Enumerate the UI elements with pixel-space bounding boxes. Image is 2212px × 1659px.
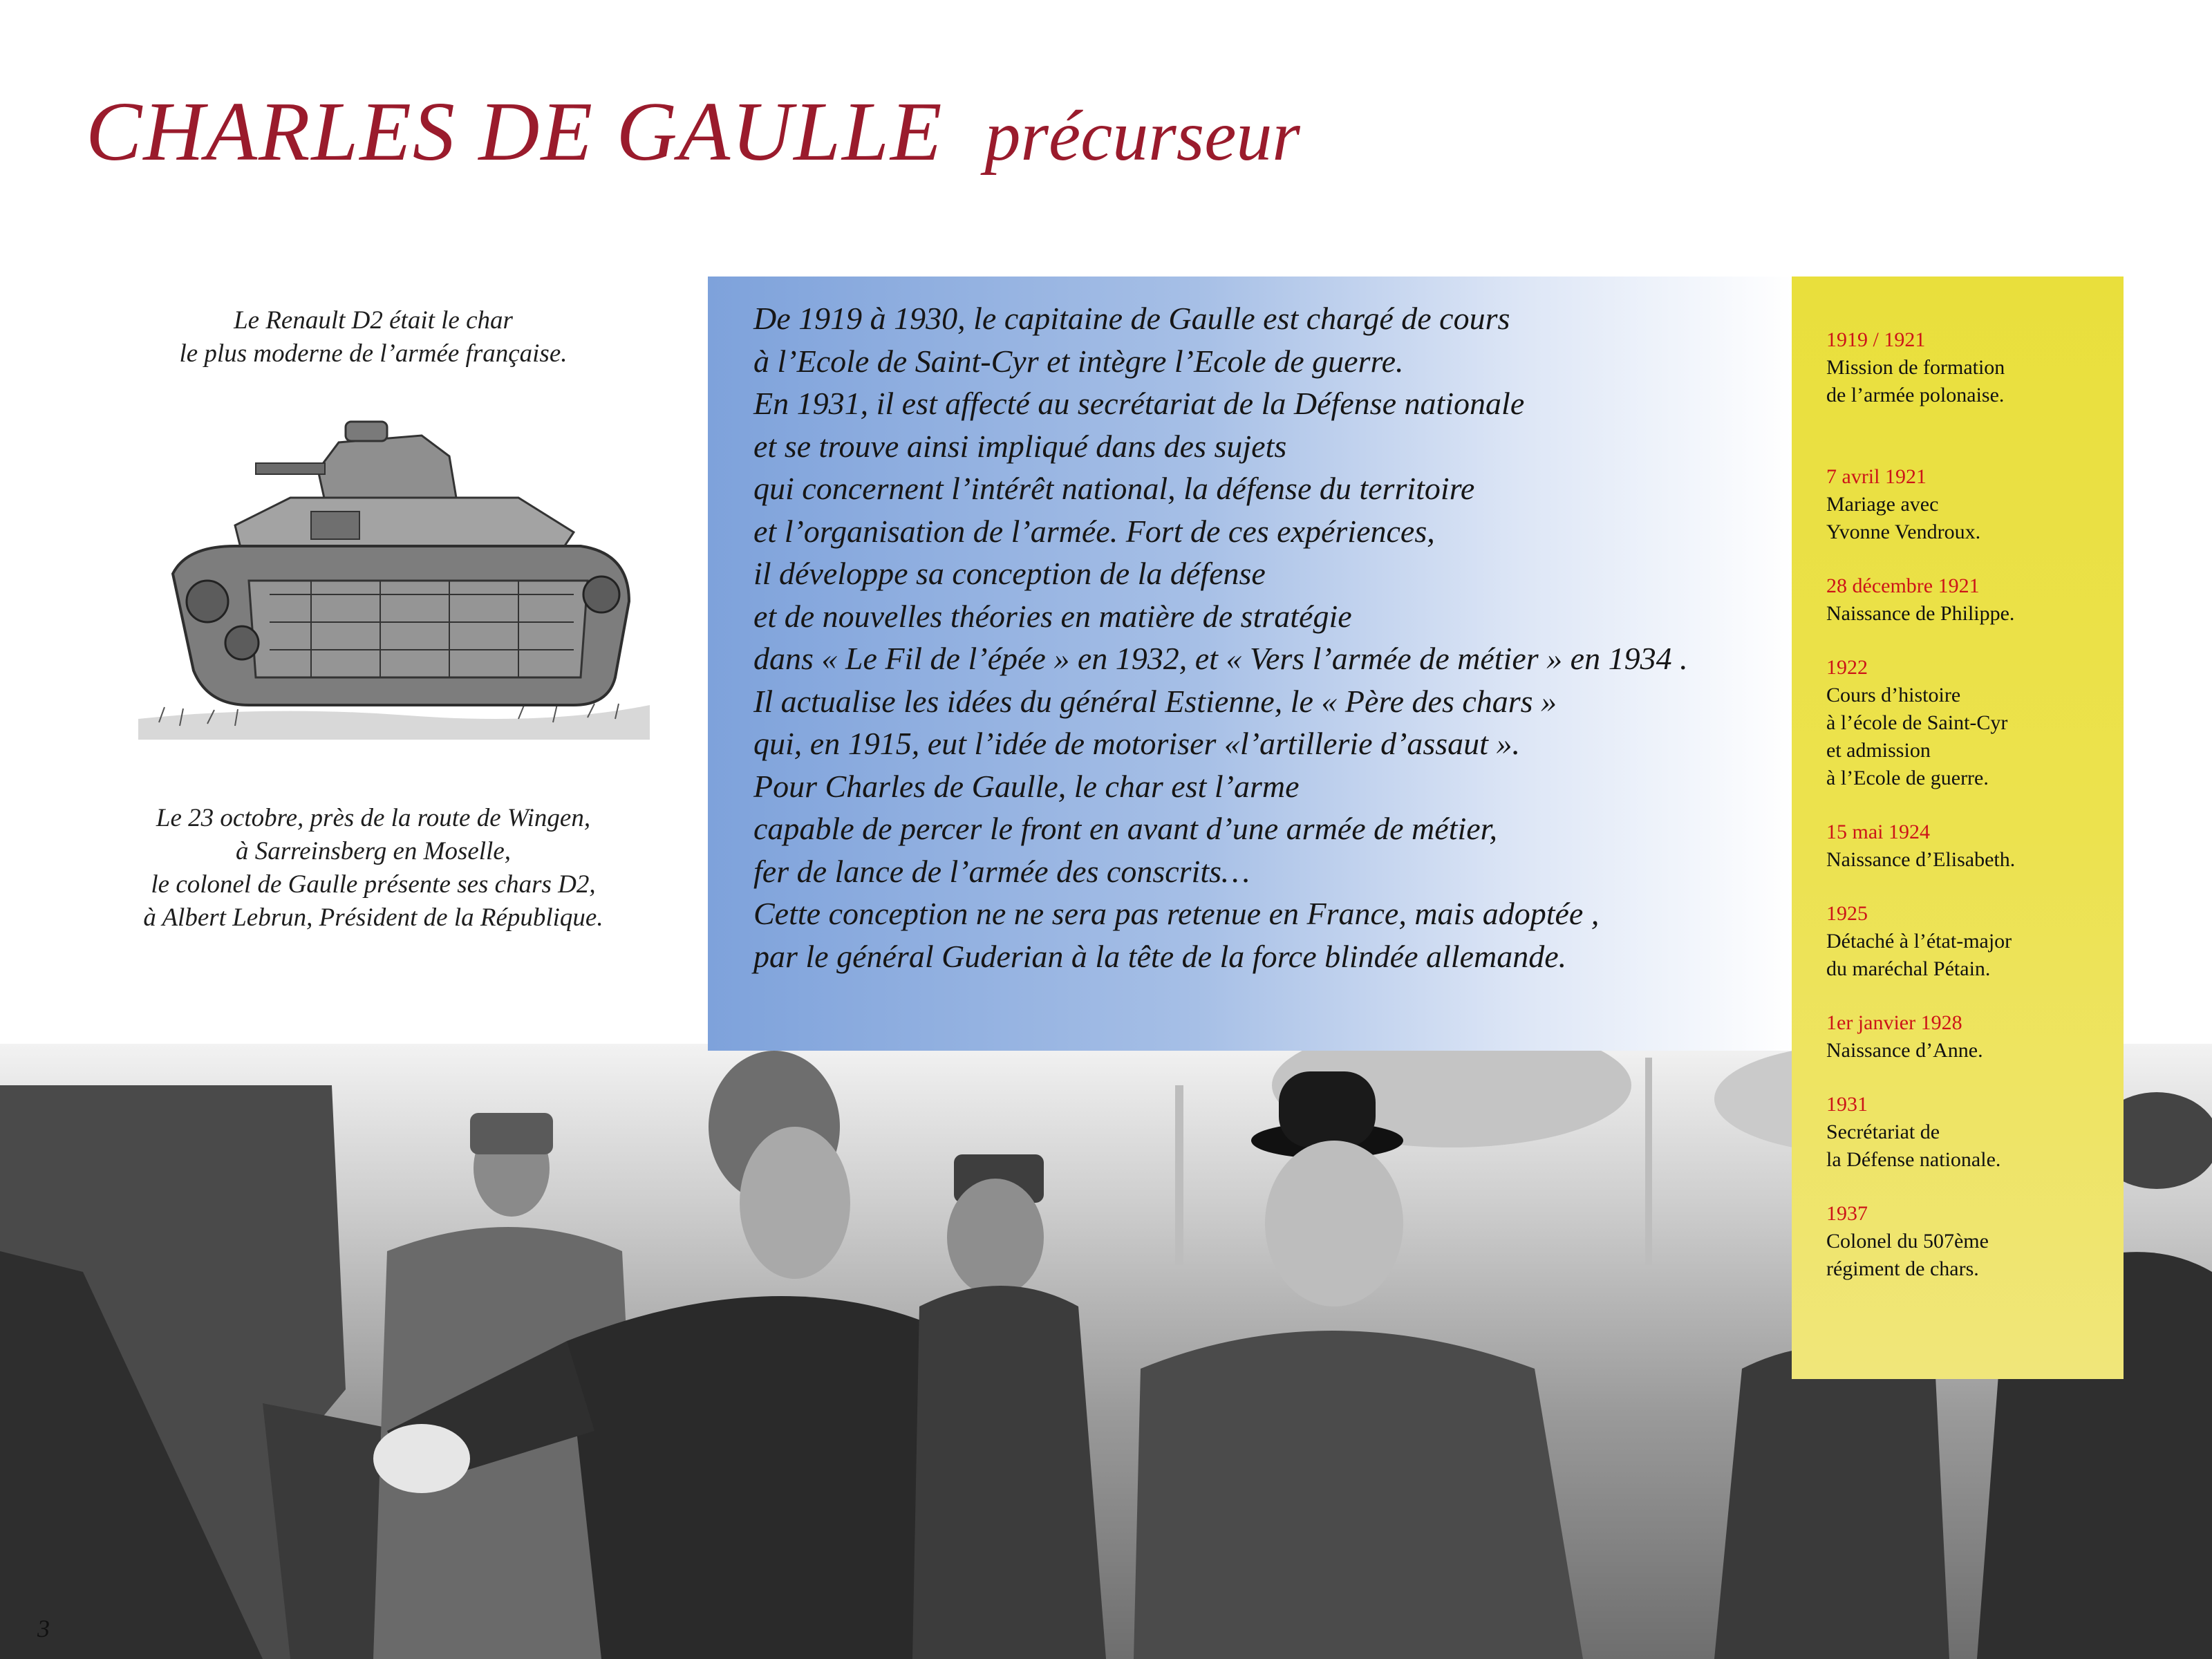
- timeline-entry: [1826, 818, 2117, 874]
- timeline-text: régiment de chars.: [1826, 1257, 1979, 1280]
- tank-caption-line: le plus moderne de l’armée française.: [179, 339, 568, 368]
- timeline-text: Colonel du 507ème: [1826, 1230, 1989, 1253]
- timeline-text: Naissance d’Anne.: [1826, 1039, 1983, 1062]
- photo-caption: [97, 802, 650, 935]
- title-main: CHARLES DE GAULLE: [86, 85, 944, 178]
- timeline-text: du maréchal Pétain.: [1826, 957, 1991, 980]
- timeline-text: Mariage avec: [1826, 493, 1939, 516]
- main-text-line: De 1919 à 1930, le capitaine de Gaulle est chargé de cours: [753, 301, 1510, 336]
- timeline-text: Cours d’histoire: [1826, 684, 1961, 706]
- timeline-text: la Défense nationale.: [1826, 1148, 2001, 1171]
- timeline-text: et admission: [1826, 739, 1931, 762]
- timeline-text: Naissance d’Elisabeth.: [1826, 848, 2016, 871]
- timeline-entry: [1826, 572, 2117, 628]
- timeline-text: Détaché à l’état-major: [1826, 930, 2012, 953]
- main-text-line: qui concernent l’intérêt national, la défense du territoire: [753, 471, 1475, 506]
- timeline-text: à l’école de Saint-Cyr: [1826, 711, 2008, 734]
- timeline-date: 1919 / 1921: [1826, 328, 1926, 351]
- main-text-line: par le général Guderian à la tête de la force blindée allemande.: [753, 938, 1567, 974]
- timeline-text: de l’armée polonaise.: [1826, 384, 2005, 406]
- timeline-date: 1922: [1826, 656, 1868, 679]
- timeline-date: 15 mai 1924: [1826, 821, 1930, 843]
- timeline-text: Mission de formation: [1826, 356, 2005, 379]
- timeline-entry: [1826, 1091, 2117, 1174]
- main-text-line: et se trouve ainsi impliqué dans des sujets: [753, 428, 1287, 464]
- timeline-date: 1931: [1826, 1093, 1868, 1116]
- main-text-line: et de nouvelles théories en matière de stratégie: [753, 598, 1352, 634]
- timeline-text: Yvonne Vendroux.: [1826, 521, 1981, 543]
- renault-d2-tank-illustration: [131, 415, 657, 740]
- page-title: [86, 85, 1300, 178]
- tank-caption-line: Le Renault D2 était le char: [234, 306, 513, 335]
- main-text-line: fer de lance de l’armée des conscrits…: [753, 853, 1250, 889]
- main-text-line: il développe sa conception de la défense: [753, 556, 1266, 591]
- photo-caption-line: Le 23 octobre, près de la route de Wingen,: [156, 804, 591, 832]
- main-text: [753, 297, 1763, 977]
- photo-caption-line: le colonel de Gaulle présente ses chars D2,: [151, 870, 596, 899]
- main-text-line: Pour Charles de Gaulle, le char est l’arme: [753, 768, 1300, 804]
- timeline-date: 7 avril 1921: [1826, 465, 1927, 488]
- timeline-date: 1925: [1826, 902, 1868, 925]
- photo-caption-line: à Albert Lebrun, Président de la République.: [143, 903, 603, 932]
- timeline-entry: [1826, 1200, 2117, 1283]
- tank-caption: [97, 304, 650, 371]
- main-text-line: Cette conception ne ne sera pas retenue en France, mais adoptée ,: [753, 896, 1600, 931]
- timeline-date: 1937: [1826, 1202, 1868, 1225]
- timeline-date: 28 décembre 1921: [1826, 574, 1980, 597]
- main-text-line: Il actualise les idées du général Estienne, le « Père des chars »: [753, 683, 1557, 719]
- timeline-entry: [1826, 326, 2117, 409]
- main-text-line: à l’Ecole de Saint-Cyr et intègre l’Ecole de guerre.: [753, 343, 1404, 379]
- timeline-entry: [1826, 654, 2117, 792]
- timeline-text: à l’Ecole de guerre.: [1826, 767, 1989, 789]
- main-text-line: et l’organisation de l’armée. Fort de ces expériences,: [753, 513, 1435, 549]
- timeline-text: Secrétariat de: [1826, 1121, 1940, 1143]
- main-text-line: capable de percer le front en avant d’une armée de métier,: [753, 811, 1497, 846]
- timeline-date: 1er janvier 1928: [1826, 1011, 1962, 1034]
- main-text-line: dans « Le Fil de l’épée » en 1932, et « Vers l’armée de métier » en 1934 .: [753, 641, 1688, 676]
- timeline-entry: [1826, 463, 2117, 546]
- title-sub: précurseur: [984, 96, 1300, 176]
- page-number: 3: [37, 1615, 50, 1642]
- timeline-text: Naissance de Philippe.: [1826, 602, 2015, 625]
- timeline-entry: [1826, 1009, 2117, 1065]
- photo-caption-line: à Sarreinsberg en Moselle,: [235, 837, 512, 865]
- main-text-line: qui, en 1915, eut l’idée de motoriser «l’artillerie d’assaut ».: [753, 726, 1520, 761]
- timeline-entry: [1826, 900, 2117, 983]
- main-text-line: En 1931, il est affecté au secrétariat de la Défense nationale: [753, 386, 1525, 421]
